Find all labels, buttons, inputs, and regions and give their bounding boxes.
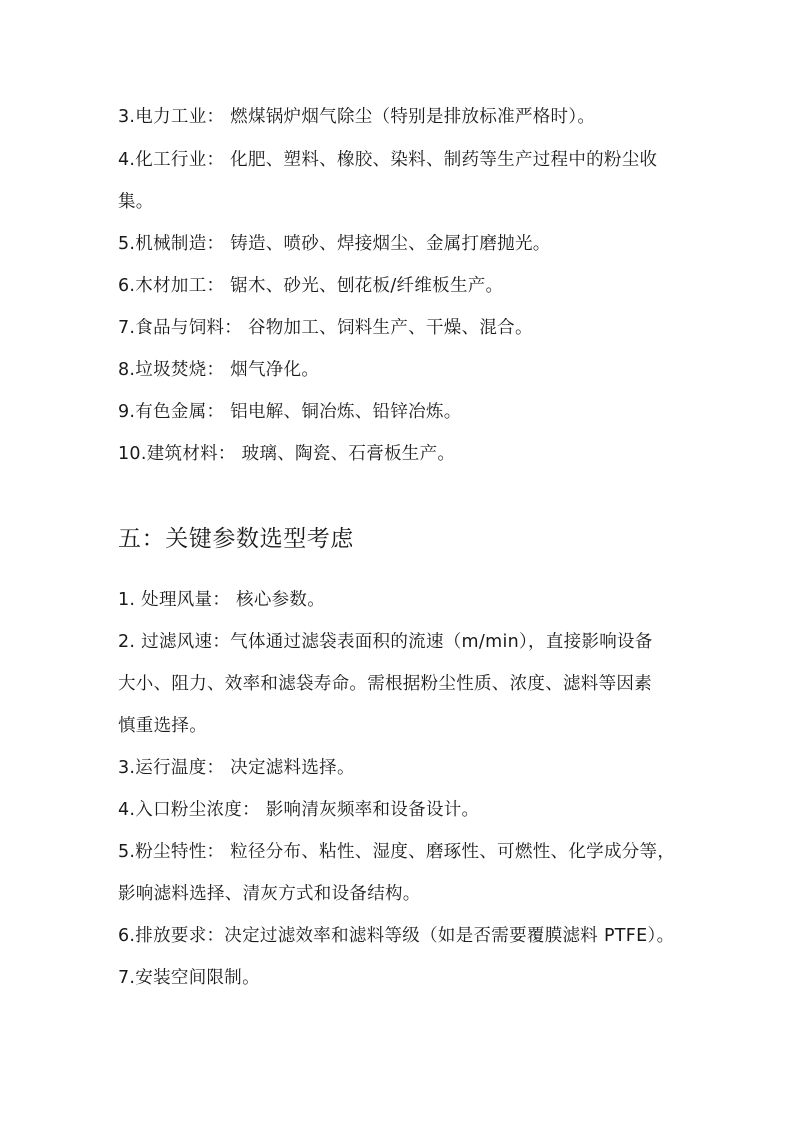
industry-item-chemical: 4.化工行业： 化肥、塑料、橡胶、染料、制药等生产过程中的粉尘收	[118, 150, 658, 170]
section-heading: 五：关键参数选型考虑	[118, 526, 354, 552]
param-item-filter-velocity-cont1: 大小、阻力、效率和滤袋寿命。需根据粉尘性质、浓度、滤料等因素	[118, 674, 652, 694]
industry-item-power: 3.电力工业： 燃煤锅炉烟气除尘（特别是排放标准严格时）。	[118, 107, 596, 127]
industry-item-nonferrous: 9.有色金属： 铝电解、铜冶炼、铅锌冶炼。	[118, 402, 462, 422]
industry-item-wood: 6.木材加工： 锯木、砂光、刨花板/纤维板生产。	[118, 276, 504, 296]
param-item-dust-properties-cont: 影响滤料选择、清灰方式和设备结构。	[118, 884, 421, 904]
param-item-dust-properties: 5.粉尘特性： 粒径分布、粘性、湿度、磨琢性、可燃性、化学成分等，	[118, 842, 676, 862]
param-item-emission: 6.排放要求：决定过滤效率和滤料等级（如是否需要覆膜滤料 PTFE）。	[118, 926, 675, 946]
industry-item-building: 10.建筑材料： 玻璃、陶瓷、石膏板生产。	[118, 444, 456, 464]
industry-item-machinery: 5.机械制造： 铸造、喷砂、焊接烟尘、金属打磨抛光。	[118, 234, 551, 254]
industry-item-chemical-cont: 集。	[118, 192, 154, 212]
param-item-inlet-concentration: 4.入口粉尘浓度： 影响清灰频率和设备设计。	[118, 800, 480, 820]
param-item-space: 7.安装空间限制。	[118, 968, 260, 988]
param-item-filter-velocity: 2. 过滤风速：气体通过滤袋表面积的流速（m/min），直接影响设备	[118, 632, 653, 652]
industry-item-food: 7.食品与饲料： 谷物加工、饲料生产、干燥、混合。	[118, 318, 533, 338]
param-item-filter-velocity-cont2: 慎重选择。	[118, 716, 207, 736]
param-item-airflow: 1. 处理风量： 核心参数。	[118, 590, 326, 610]
param-item-temperature: 3.运行温度： 决定滤料选择。	[118, 758, 355, 778]
industry-item-incineration: 8.垃圾焚烧： 烟气净化。	[118, 360, 320, 380]
